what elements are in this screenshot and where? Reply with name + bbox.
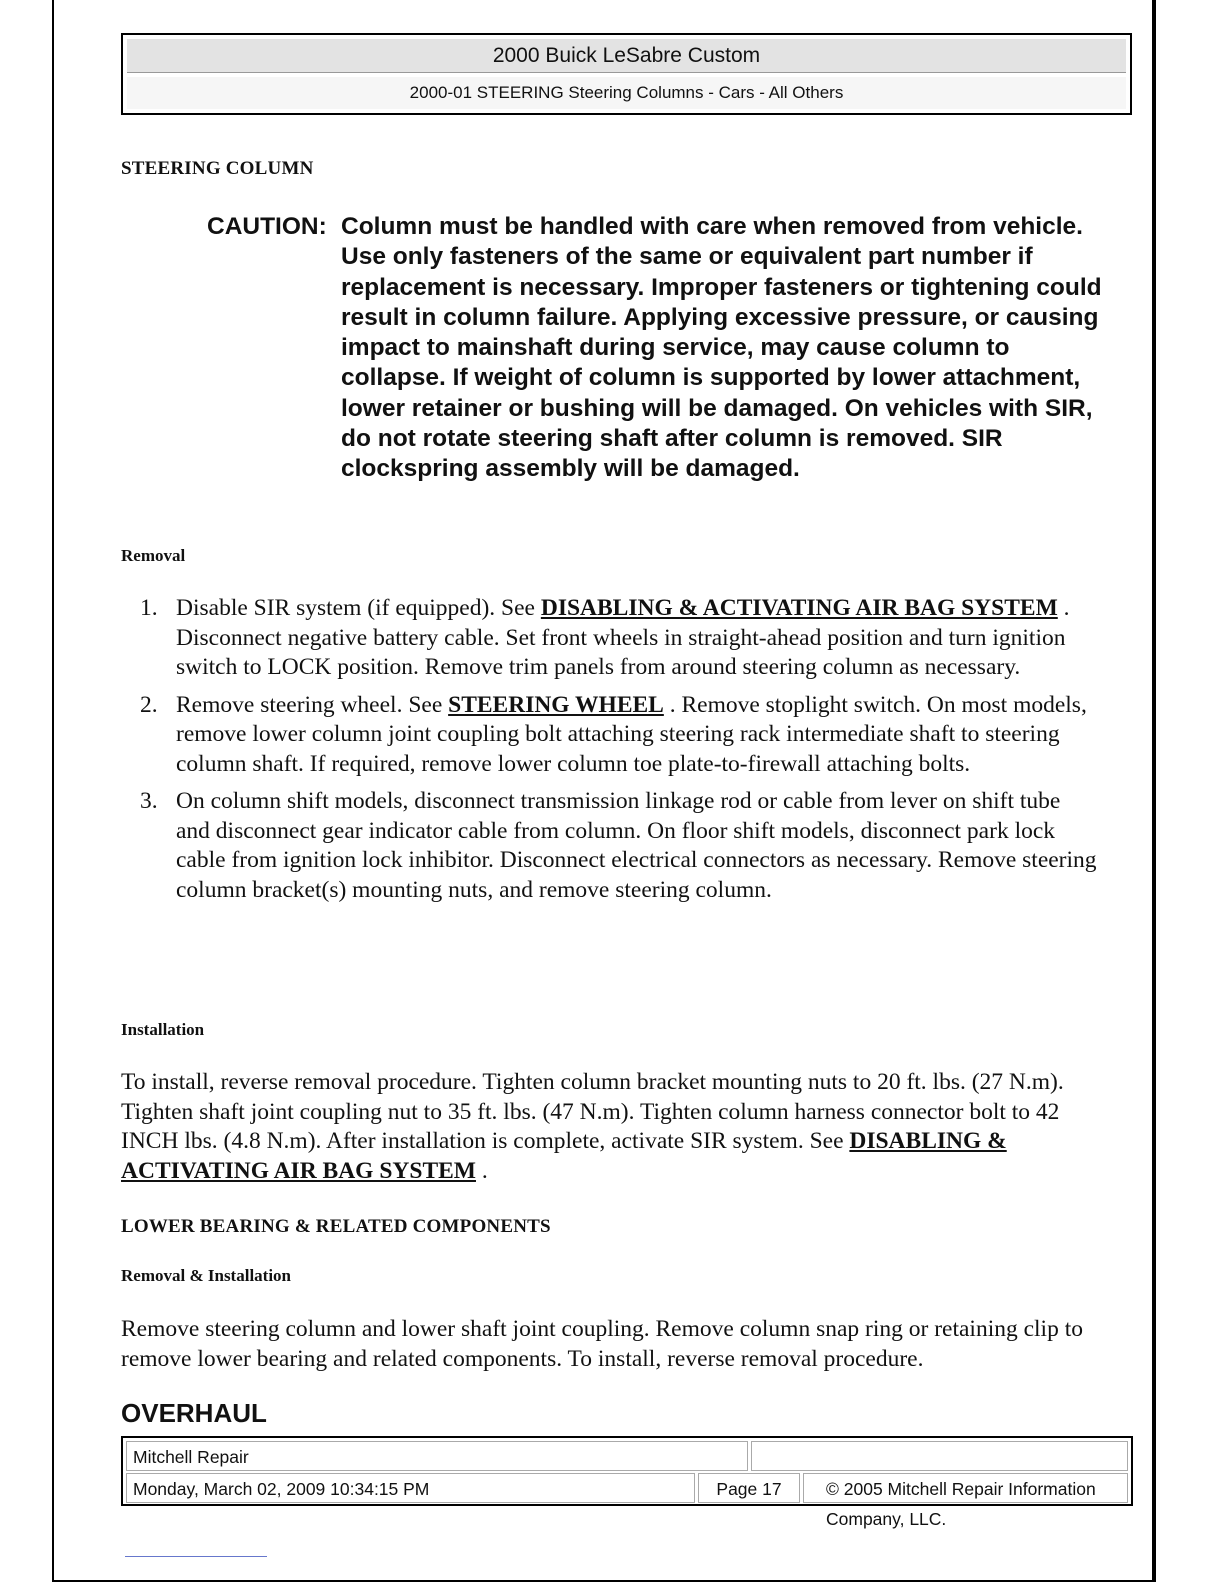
- step-number: 1.: [140, 595, 158, 621]
- list-item: [140, 594, 1100, 683]
- list-item: [140, 787, 1100, 905]
- step-text: Disable SIR system (if equipped). See: [176, 595, 541, 621]
- heading-removal-installation: Removal & Installation: [121, 1266, 291, 1285]
- step-text: Remove steering wheel. See: [176, 691, 449, 718]
- heading-overhaul: OVERHAUL: [121, 1398, 267, 1428]
- heading-removal: Removal: [121, 546, 186, 565]
- list-item: [140, 691, 1100, 780]
- installation-text-end: .: [475, 1157, 488, 1184]
- installation-paragraph: [121, 1068, 1101, 1186]
- footer-page-number: Page 17: [698, 1473, 800, 1503]
- article-subtitle: 2000-01 STEERING Steering Columns - Cars - All Others: [127, 77, 1126, 109]
- step-number: 2.: [140, 691, 158, 718]
- link-disabling-air-bag[interactable]: DISABLING & ACTIVATING AIR BAG SYSTEM: [540, 595, 1058, 621]
- removal-steps: [140, 594, 1100, 913]
- footer-copyright: © 2005 Mitchell Repair Information Company, LLC.: [803, 1473, 1128, 1503]
- page-footer: [121, 1436, 1133, 1529]
- footnote-divider: [125, 1556, 267, 1557]
- vehicle-title: 2000 Buick LeSabre Custom: [127, 39, 1126, 73]
- caution-label: CAUTION:: [207, 213, 327, 240]
- heading-lower-bearing: LOWER BEARING & RELATED COMPONENTS: [121, 1216, 551, 1237]
- step-text: On column shift models, disconnect transmission linkage rod or cable from lever on shift tube and disconnect gear indicator cable from column. On floor shift models, disconnect park lock cable from ignition lock inhibitor. Disconnect electrical connectors as necessary. Remove steering column bracket(s) mounting nuts, and remove steering column.: [176, 788, 1097, 903]
- step-text: . Remove stoplight switch. On most models, remove lower column joint coupling bolt attaching steering rack intermediate shaft to steering column shaft. If required, remove lower column toe plate-to-firewall attaching bolts.: [176, 691, 1087, 777]
- link-disabling-air-bag-2[interactable]: DISABLING & ACTIVATING AIR BAG SYSTEM: [121, 1128, 1007, 1184]
- step-number: 3.: [140, 788, 158, 814]
- footer-company: Mitchell Repair: [126, 1441, 748, 1471]
- step-text: . Disconnect negative battery cable. Set front wheels in straight-ahead position and turn ignition switch to LOCK position. Remove trim panels from around steering column as necessary.: [176, 595, 1070, 680]
- installation-text: To install, reverse removal procedure. Tighten column bracket mounting nuts to 20 ft. lbs. (27 N.m). Tighten shaft joint coupling nut to 35 ft. lbs. (47 N.m). Tighten column harness connector bolt to 42 INCH lbs. (4.8 N.m). After installation is complete, activate SIR system. See: [121, 1069, 1064, 1154]
- caution-text: Column must be handled with care when removed from vehicle. Use only fasteners of the same or equivalent part number if replacement is necessary. Improper fasteners or tightening could result in column failure. Applying excessive pressure, or causing impact to mainshaft during service, may cause column to collapse. If weight of column is supported by lower attachment, lower retainer or bushing will be damaged. On vehicles with SIR, do not rotate steering shaft after column is removed. SIR clockspring assembly will be damaged.: [341, 213, 1102, 483]
- footer-datetime: Monday, March 02, 2009 10:34:15 PM: [126, 1473, 695, 1503]
- document-header: [121, 33, 1132, 115]
- link-steering-wheel[interactable]: STEERING WHEEL: [448, 691, 664, 718]
- heading-steering-column: STEERING COLUMN: [121, 158, 314, 179]
- heading-installation: Installation: [121, 1020, 205, 1039]
- lower-bearing-paragraph: Remove steering column and lower shaft joint coupling. Remove column snap ring or retaining clip to remove lower bearing and related components. To install, reverse removal procedure.: [121, 1316, 1083, 1372]
- caution-notice: [207, 212, 1107, 485]
- footer-blank-cell: [751, 1441, 1128, 1471]
